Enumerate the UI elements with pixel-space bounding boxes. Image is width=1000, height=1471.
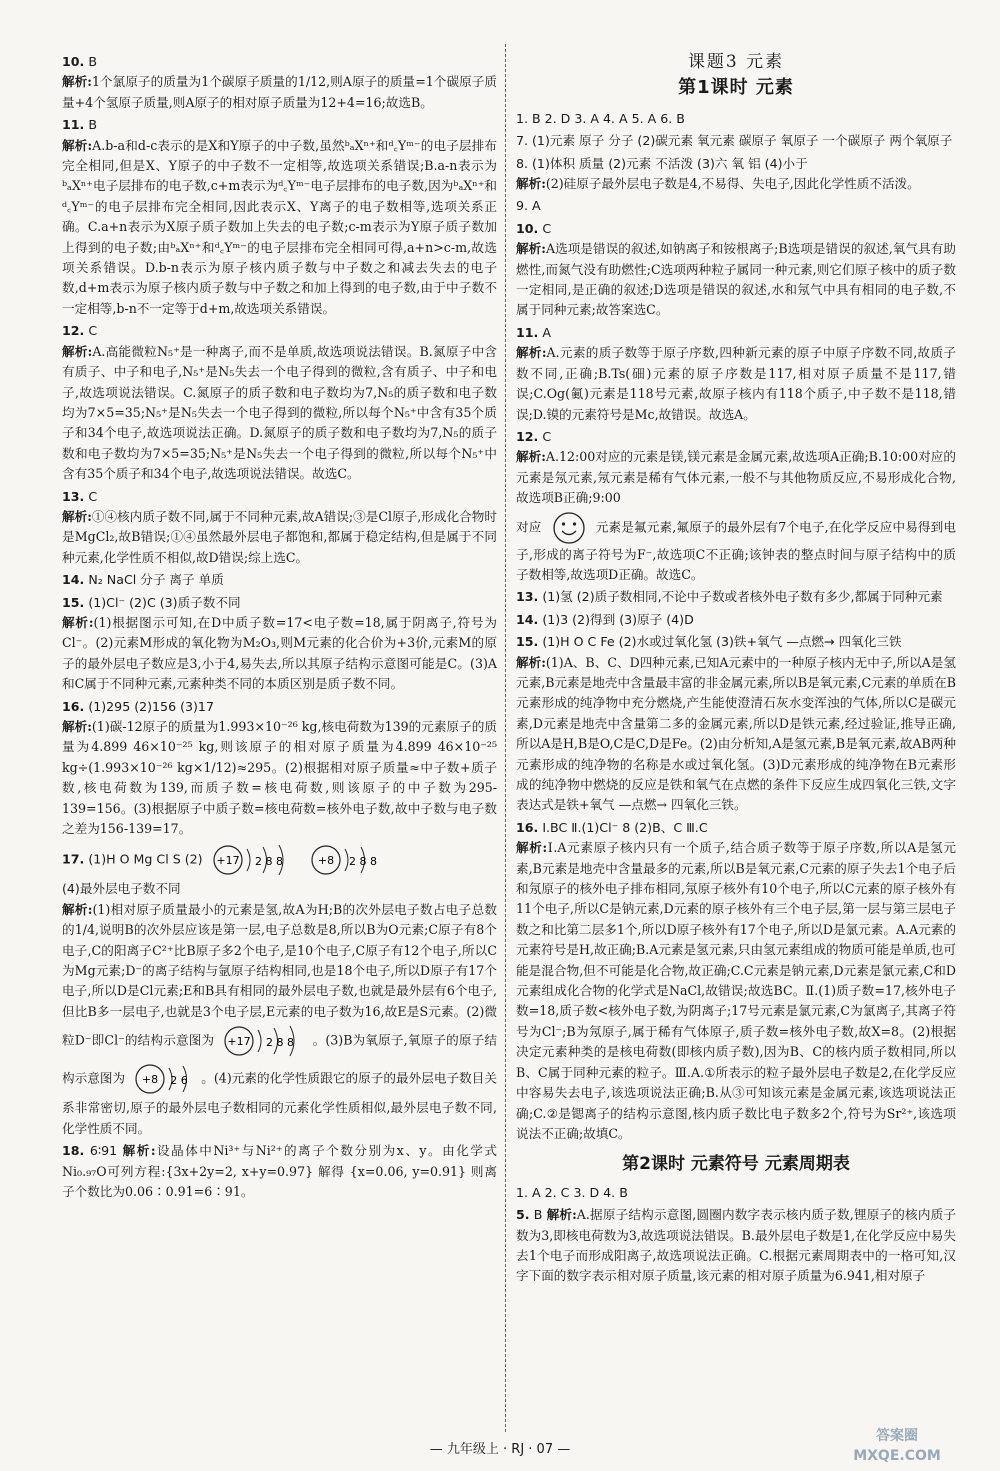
answer-item — [516, 587, 956, 607]
page-footer: — 九年级上 · RJ · 07 — — [429, 1442, 571, 1457]
analysis-text: ①④核内质子数不同,属于不同种元素,故A错误;③是Cl原子,形成化合物时是MgCl₂,故B错误;①④虽然最外层电子都饱和,都属于稳定结构,但是属于不同种元素,化学性质不相似,故D错误;综上选C。 — [62, 508, 497, 565]
lesson-title: 课题3 元素 — [687, 52, 785, 72]
answer-item-17 — [62, 841, 497, 1139]
atom-diagram-oxygen-ion — [309, 841, 395, 879]
item-number: 10. — [62, 54, 85, 69]
analysis-label: 解析: — [516, 840, 548, 856]
item-answer: A — [542, 324, 551, 340]
item-number: 11. — [516, 324, 539, 340]
analysis-text: 元素是氟元素,氟原子的最外层有7个电子,在化学反应中易得到电子,形成的离子符号为F⁻,故选项C不正确;该钟表的整点时间与原子结构中的质子数相等,故选项D正确。故选C。 — [516, 519, 956, 582]
answer-item-12-continued — [516, 511, 956, 586]
answer-item — [516, 323, 956, 425]
item-answer: C — [88, 488, 98, 504]
answer-item — [62, 697, 497, 840]
answer-item-9: 9. A — [516, 198, 541, 214]
atom-shells-label: 2 8 8 — [266, 1036, 295, 1050]
atom-nucleus-label: +17 — [227, 1035, 252, 1049]
analysis-text: A.元素的质子数等于原子序数,四种新元素的原子中原子序数不同,故质子数不同,正确;B.Ts(鿬)元素的原子序数是117,相对原子质量不是117,错误;C.Og(鿫)元素是118号元素,故原子核内有118个质子,中子数不是118,错误;D.镆的元素符号是Mc,故错误。故选A。 — [516, 345, 956, 422]
atom-diagram-chlorine — [211, 841, 297, 879]
item-number: 12. — [516, 428, 539, 444]
watermark-sub: MXQE.COM — [853, 1448, 941, 1464]
item-number: 13. — [516, 589, 539, 605]
answer-item — [516, 219, 956, 321]
answer-item — [62, 487, 497, 569]
answer-item — [62, 115, 497, 319]
item-number: 15. — [516, 634, 539, 650]
atom-shells-label: 2 8 8 — [254, 855, 283, 869]
analysis-text: 。(3)B为氧原子,氧原子的原子结构示意图为 — [62, 1032, 497, 1086]
answer-item-7: 7. (1)元素 原子 分子 (2)碳元素 氧元素 碳原子 氧原子 一个碳原子 两个氧原子 — [516, 133, 953, 149]
answer-item — [62, 593, 497, 695]
item-answer: (1)氢 (2)质子数相同,不论中子数或者核外电子数有多少,都属于同种元素 — [542, 589, 943, 605]
atom-diagram-oxygen — [133, 1060, 197, 1098]
analysis-text: 1个氯原子的质量为1个碳原子质量的1/12,则A原子的质量=1个碳原子质量+4个氢原子质量,则A原子的相对原子质量为12+4=16;故选B。 — [62, 74, 497, 110]
answer-item — [62, 52, 497, 113]
answer-item — [62, 570, 497, 590]
analysis-label: 解析: — [62, 508, 92, 524]
item-number: 14. — [62, 572, 85, 588]
clock-smiley-icon — [552, 511, 586, 545]
analysis-text: (1)碳-12原子的质量为1.993×10⁻²⁶ kg,核电荷数为139的元素原子的质量为4.899 46×10⁻²⁵ kg,则该原子的相对原子质量为4.899 46×10⁻²⁵ kg÷(1.993×10⁻²⁶ kg×1/12)≈295。(2)根据相对原子质量≈中子数+质子数,核电荷数为139,而质子数=核电荷数,则该原子的中子数为295-139=156。(3)根据原子中质子数=核电荷数=核外电子数,故中子数与电子数之差为156-139=17。 — [62, 719, 497, 837]
analysis-text: A.12:00对应的元素是镁,镁元素是金属元素,故选项A正确;B.10:00对应的元素是氖元素,氖元素是稀有气体元素,一般不与其他物质反应,不易形成化合物,故选项B正确;9:00 — [516, 449, 956, 506]
item-number: 10. — [516, 220, 539, 236]
analysis-text: (2)硅原子最外层电子数是4,不易得、失电子,因此化学性质不活泼。 — [545, 176, 920, 192]
answer-item-8 — [516, 154, 956, 195]
analysis-text: A选项是错误的叙述,如钠离子和铵根离子;B选项是错误的叙述,氧气具有助燃性,而氮气没有助燃性;C选项两种粒子属同一种元素,则它们原子核中的质子数一定相同,是正确的叙述;D选项是错误的叙述,水和氖气中具有相同的电子数,不属于同种元素;故答案选C。 — [516, 241, 956, 318]
analysis-label: 解析: — [516, 176, 546, 192]
item-answer: 8. (1)体积 质量 (2)元素 不活泼 (3)六 氧 铝 (4)小于 — [516, 155, 808, 171]
section-title: 第2课时 元素符号 元素周期表 — [622, 1154, 850, 1175]
analysis-label: 解析: — [62, 137, 93, 153]
analysis-text: (1)根据图示可知,在D中质子数=17<电子数=18,属于阴离子,符号为Cl⁻。(2)元素M形成的氧化物为M₂O₃,则M元素的化合价为+3价,元素M的原子的最外层电子数应是3,小于4,易失去,所以其原子结构示意图可能是C。(3)A和C属于不同种元素,元素种类不同的本质区别是质子数不同。 — [62, 614, 497, 692]
analysis-text: A.高能微粒N₅⁺是一种离子,而不是单质,故选项说法错误。B.氮原子中含有质子、中子和电子,N₅⁺是N₅失去一个电子得到的微粒,含有质子、中子和电子,故选项说法错误。C.氮原子的质子数和电子数均为7,N₅的质子数和电子数均为7×5=35;N₅⁺是N₅失去一个电子得到的微粒,所以每个N₅⁺中含有35个质子和34个电子,故选项说法正确。D.氮原子的质子数和电子数均为7,N₅的质子数和电子数均为7×5=35;N₅⁺是N₅失去一个电子得到的微粒,所以每个N₅⁺中含有35个质子和34个电子,故选项说法错误。故选C。 — [62, 343, 497, 482]
analysis-text: A.b-a和d-c表示的是X和Y原子的中子数,虽然ᵇₐXⁿ⁺和ᵈ꜀Yᵐ⁻的电子层排布完全相同,但是X、Y原子的中子数不一定相等,故选项关系错误;B.a-n表示为ᵇₐXⁿ⁺电子层排布的电子数,c+m表示为ᵈ꜀Yᵐ⁻电子层排布的电子数,因为ᵇₐXⁿ⁺和ᵈ꜀Yᵐ⁻的电子层排布完全相同,因此表示X、Y离子的电子数相等,选项关系正确。C.a+n表示为X原子质子数加上失去的电子数;c-m表示为Y原子质子数加上得到的电子数;由ᵇₐXⁿ⁺和ᵈ꜀Yᵐ⁻的电子层排布完全相同可得,a+n>c-m,故选项关系错误。D.b-n表示为原子核内质子数与中子数之和减去失去的电子数,d+m表示为原子核内质子数与中子数之和加上得到的电子数,由于中子数不一定相等,b-n不一定等于d+m,故选项关系错误。 — [62, 137, 497, 316]
item-answer: B — [88, 54, 97, 69]
item-answer: (1)3 (2)得到 (3)原子 (4)D — [542, 611, 694, 627]
analysis-label: 解析: — [122, 1143, 156, 1159]
atom-nucleus-label: +8 — [317, 854, 334, 868]
item-answer: B — [533, 1207, 543, 1223]
analysis-label: 解析: — [62, 901, 93, 917]
answer-item — [516, 818, 956, 1145]
analysis-text: 对应 — [516, 519, 542, 535]
atom-shells-label: 2 6 — [170, 1074, 188, 1088]
analysis-text: (1)相对原子质量最小的元素是氢,故A为H;B的次外层电子数占电子总数的1/4,说明B的次外层应该是第一层,电子总数是8,所以B为O元素;C原子有8个电子,C的阳离子C²⁺比B原子多2个电子,是10个电子,C原子有12个电子,所以C为Mg元素;D⁻的离子结构与氩原子结构相同,也是18个电子,所以D原子有17个电子,所以D是Cl元素;E和B具有相同的最外层电子数,也就是最外层有6个电子,但比B多一层电子,也就是3个电子层,E元素的电子数为16,故E是S元素。(2)微粒D⁻即Cl⁻的结构示意图为 — [62, 901, 498, 1048]
item-answer: (1)H O Mg Cl S (2) — [88, 851, 203, 867]
analysis-label: 解析: — [516, 449, 546, 465]
analysis-label: 解析: — [546, 1207, 577, 1223]
answer-item — [516, 632, 956, 816]
answer-item-5 — [516, 1205, 956, 1287]
item-number: 12. — [62, 323, 85, 339]
section-title: 第1课时 元素 — [678, 77, 794, 99]
item-answer: (1)295 (2)156 (3)17 — [88, 698, 214, 714]
answers-row: 1. A 2. C 3. D 4. B — [516, 1184, 628, 1200]
answer-item — [516, 610, 956, 630]
item-answer: B — [88, 117, 97, 133]
item-number: 13. — [62, 488, 85, 504]
item-answer: C — [88, 323, 98, 339]
answer-item — [516, 427, 956, 509]
item-answer: (4)最外层电子数不同 — [62, 881, 181, 897]
analysis-label: 解析: — [62, 614, 94, 630]
watermark-main: 答案圈 — [876, 1428, 918, 1444]
item-answer: (1)H O C Fe (2)水或过氧化氢 (3)铁+氧气 —点燃→ 四氧化三铁 — [542, 634, 902, 650]
item-answer: (1)Cl⁻ (2)C (3)质子数不同 — [88, 594, 241, 610]
analysis-label: 解析: — [516, 345, 547, 361]
analysis-text: 。(4)元素的化学性质跟它的原子的最外层电子数目关系非常密切,原子的最外层电子数相同的元素化学性质相似,最外层电子数不同,化学性质不同。 — [62, 1070, 498, 1136]
item-number: 15. — [62, 594, 85, 610]
left-column — [62, 52, 497, 1204]
analysis-label: 解析: — [62, 719, 92, 734]
answer-item-18 — [62, 1141, 497, 1202]
item-answer: 6∶91 — [89, 1143, 118, 1159]
analysis-text: Ⅰ.A元素原子核内只有一个质子,结合质子数等于原子序数,所以A是氢元素,B元素是地壳中含量最多的元素,所以B是氧元素,C元素的原子失去1个电子后和氖原子的核外电子排布相同,氖原子核外有10个电子,所以C元素的原子核外有11个电子,所以C是钠元素,D元素的原子核外有三个电子层,第一层与第三层电子数之和比第二层多1个,所以D原子核外有17个电子,所以D是氯元素。A.A元素的元素符号是H,故正确;B.A元素是氢元素,只由氢元素组成的物质可能是单质,也可能是混合物,但不可能是化合物,故正确;C.C元素是钠元素,D元素是氯元素,C和D元素组成化合物的化学式是NaCl,故错误;故选BC。Ⅱ.(1)质子数=17,核外电子数=18,质子数<核外电子数,为阴离子;17号元素是氯元素,C为氯离子,其离子符号为Cl⁻;B为氖原子,属于稀有气体原子,质子数=核外电子数,故X=8。(2)根据决定元素种类的是核电荷数(即核内质子数),因为B、C的核内质子数相同,所以B、C属于同种元素的粒子。Ⅲ.A.①所表示的粒子最外层电子数是2,在化学反应中容易失去电子,该选项说法正确;B.从③可知该元素是金属元素,该选项说法正确;C.②是锶离子的结构示意图,核内质子数比电子数多2个,符号为Sr²⁺,该选项说法不正确;故填C。 — [516, 840, 956, 1141]
atom-nucleus-label: +8 — [142, 1073, 159, 1087]
item-answer: C — [542, 428, 552, 444]
answer-item — [62, 321, 497, 484]
analysis-text: 设晶体中Ni³⁺与Ni²⁺的离子个数分别为x、y。由化学式Ni₀.₉₇O可列方程:{3x+2y=2, x+y=0.97} 解得 {x=0.06, y=0.91} 则离子个数比为0.06∶0.91=6∶91。 — [62, 1143, 497, 1199]
item-number: 16. — [516, 819, 539, 835]
item-answer: N₂ NaCl 分子 离子 单质 — [88, 572, 224, 588]
analysis-label: 解析: — [62, 343, 93, 359]
item-number: 11. — [62, 117, 85, 133]
item-answer: C — [542, 220, 552, 236]
item-number: 16. — [62, 698, 85, 714]
answers-row: 1. B 2. D 3. A 4. A 5. A 6. B — [516, 110, 685, 126]
site-watermark — [822, 1410, 972, 1466]
item-number: 5. — [516, 1207, 530, 1223]
analysis-label: 解析: — [62, 74, 92, 90]
item-answer: Ⅰ.BC Ⅱ.(1)Cl⁻ 8 (2)B、C Ⅲ.C — [542, 819, 708, 835]
item-number: 14. — [516, 611, 539, 627]
item-number: 17. — [62, 851, 85, 867]
column-divider — [505, 44, 506, 1432]
analysis-text: A.据原子结构示意图,圆圈内数字表示核内质子数,锂原子的核内质子数为3,即核电荷数为3,故选项说法错误。B.最外层电子数是1,在化学反应中易失去1个电子而形成阳离子,故选项说法正确。C.根据元素周期表中的一格可知,汉字下面的数字表示相对原子质量,该元素的相对原子质量为6.941,相对原子 — [516, 1207, 956, 1284]
atom-shells-label: 2 8 8 — [348, 855, 377, 869]
analysis-text: (1)A、B、C、D四种元素,已知A元素中的一种原子核内无中子,所以A是氢元素,B元素是地壳中含量最丰富的非金属元素,所以B是氧元素,C元素的单质在B元素形成的纯净物中充分燃烧,产生能使澄清石灰水变浑浊的气体,所以C是碳元素,D元素是地壳中含量第二多的金属元素,所以D是铁元素,经过验证,推导正确,所以A是H,B是O,C是C,D是Fe。(2)由分析知,A是氢元素,B是氧元素,故AB两种元素形成的纯净物的名称是水或过氧化氢。(3)D元素形成的纯净物在B元素形成的纯净物中燃烧的反应是铁和氧气在点燃的条件下反应生成四氧化三铁,文字表达式是铁+氧气 —点燃→ 四氧化三铁。 — [516, 654, 956, 813]
analysis-label: 解析: — [516, 654, 546, 670]
analysis-label: 解析: — [516, 241, 546, 257]
right-column — [516, 52, 956, 1289]
item-number: 18. — [62, 1143, 85, 1159]
atom-diagram-chloride — [222, 1022, 308, 1060]
atom-nucleus-label: +17 — [215, 854, 240, 868]
